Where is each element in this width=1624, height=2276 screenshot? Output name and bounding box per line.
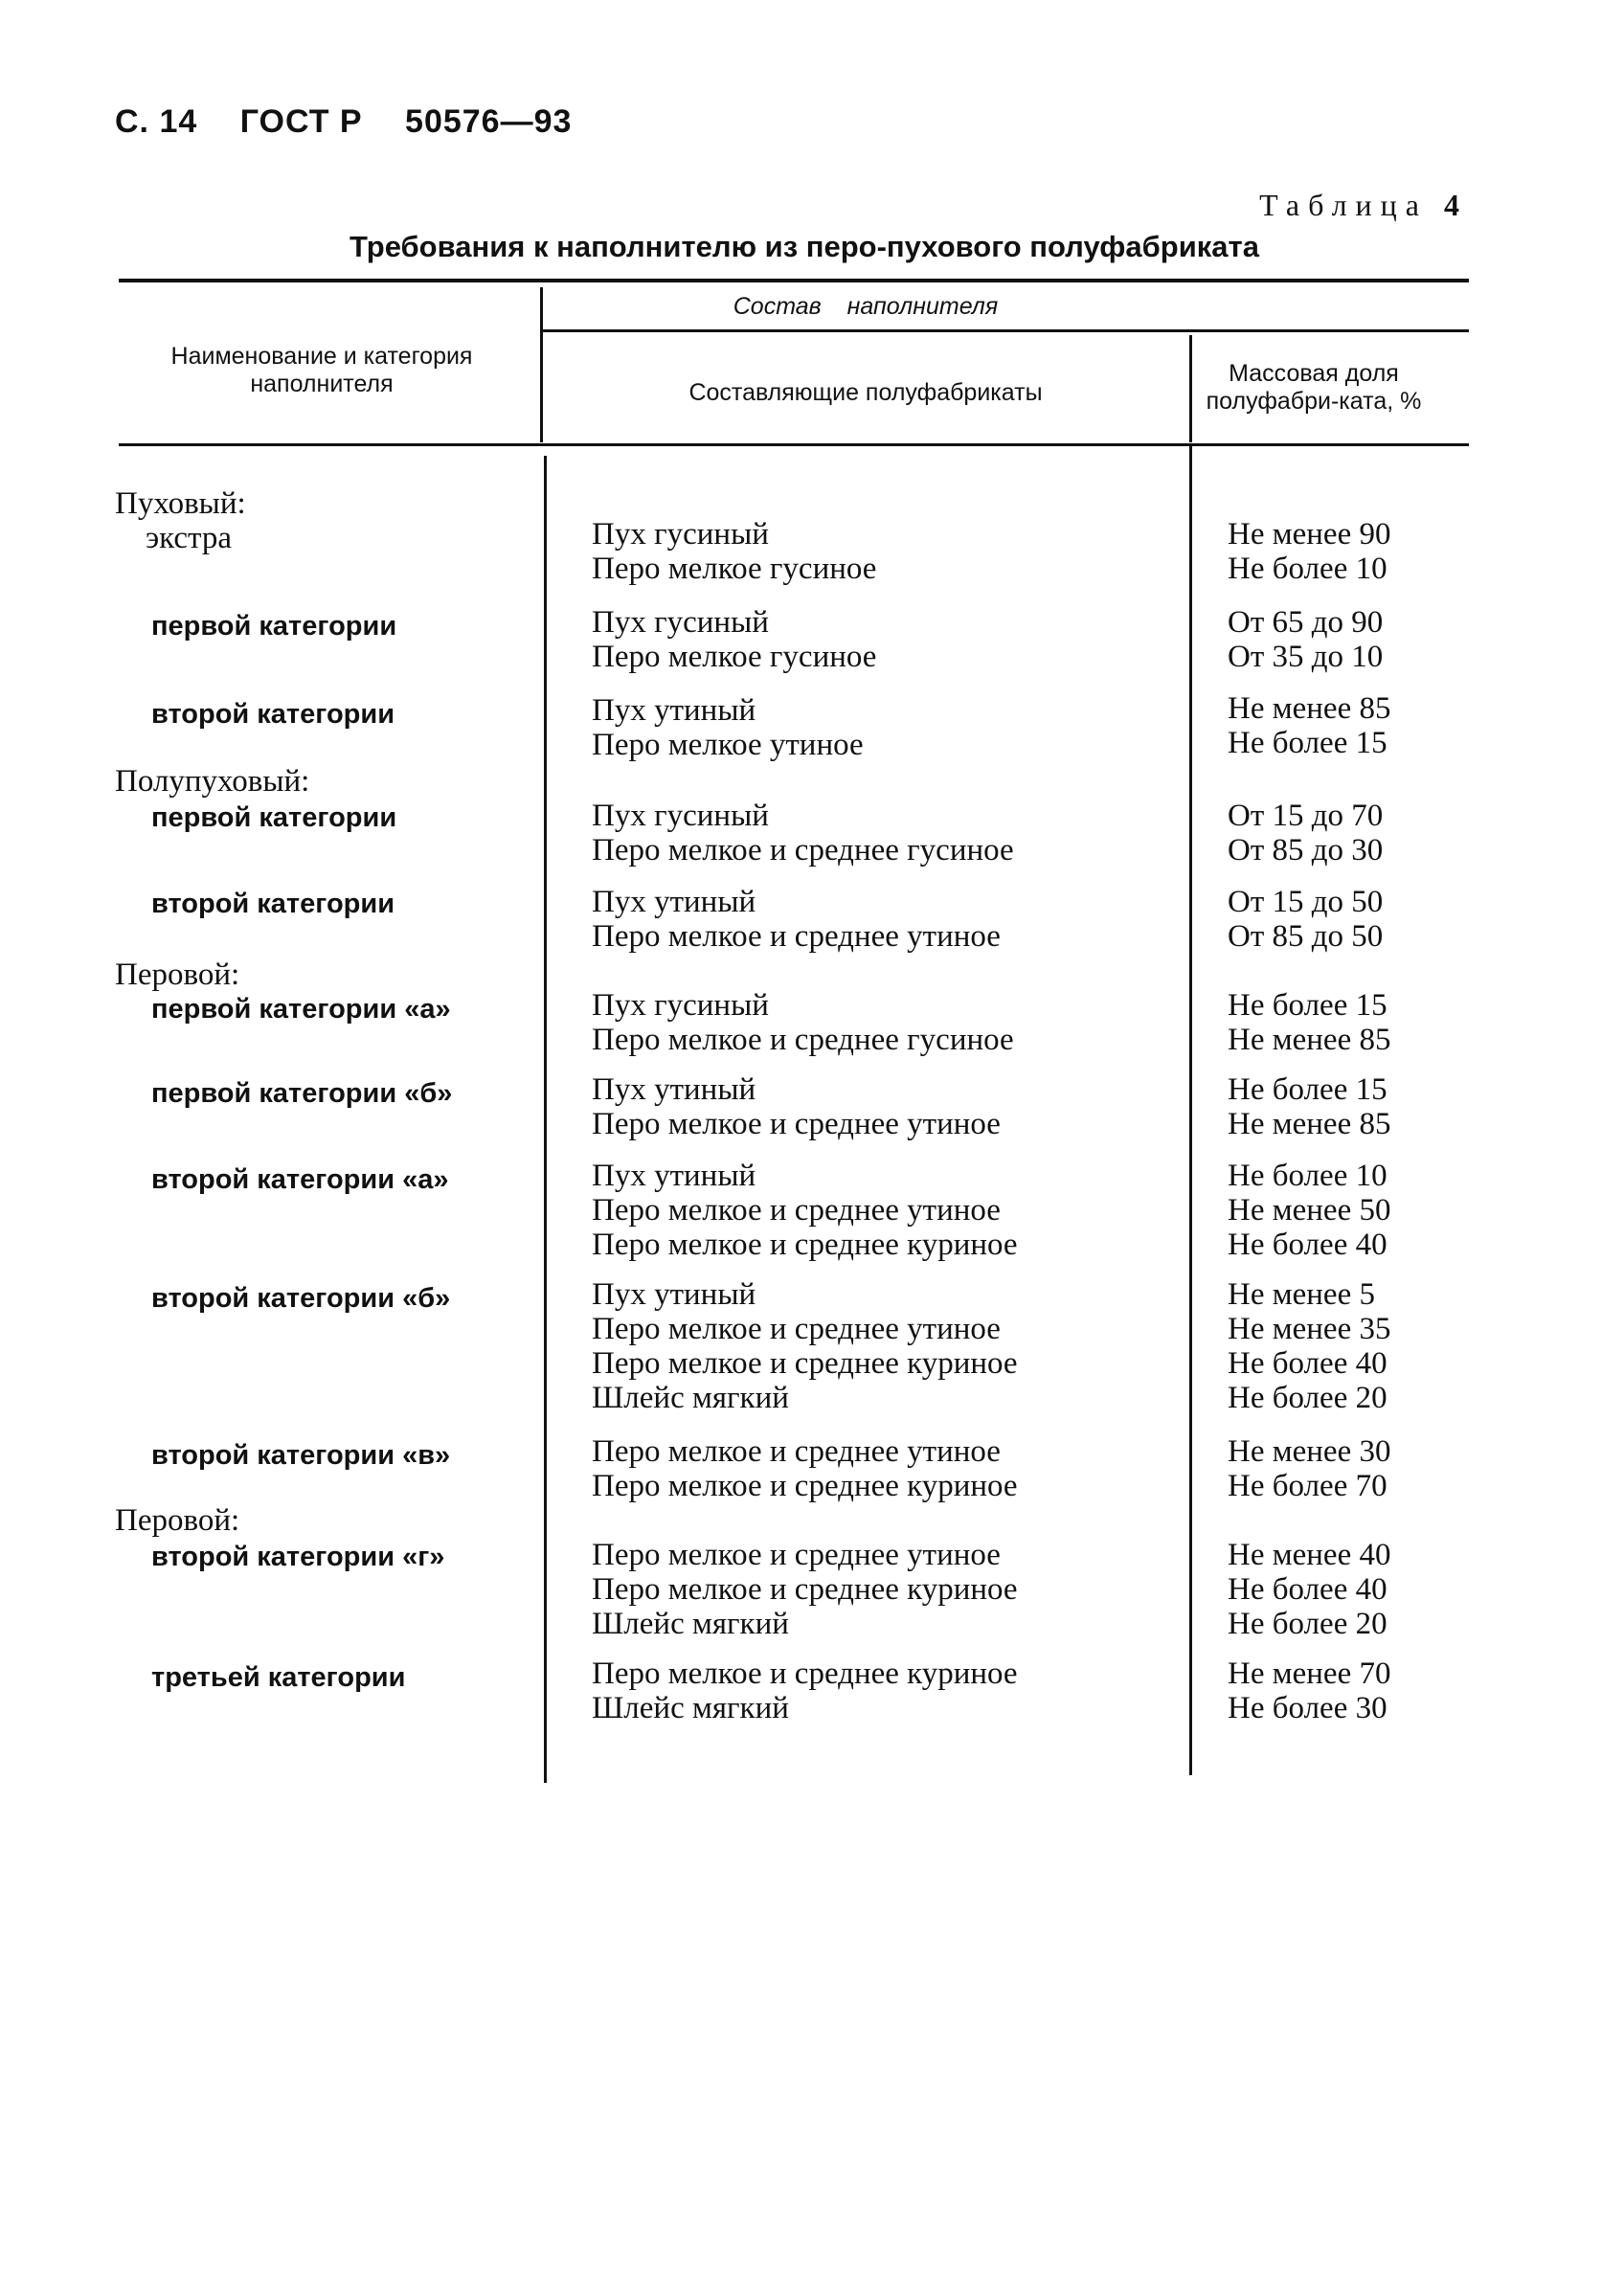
fraction-cell: Не более 40 [1228,1346,1387,1381]
fraction-cell: Не более 70 [1228,1469,1387,1503]
column-header-mass-fraction: Массовая доля полуфабри-ката, % [1206,360,1422,415]
table-label: Таблица [1259,188,1428,222]
fraction-cell: Не менее 40 [1228,1538,1391,1572]
fraction-cell: Не менее 90 [1228,517,1391,552]
row-category: третьей категории [151,1662,406,1693]
component-cell: Пух утиный [592,1072,756,1107]
fraction-cell: Не менее 85 [1228,1107,1391,1141]
fraction-cell: Не менее 70 [1228,1656,1391,1691]
row-category: второй категории [151,699,395,730]
table-number-label [1259,188,1459,223]
table-top-rule [119,279,1469,282]
component-cell: Перо мелкое гусиное [592,552,877,586]
fraction-cell: Не более 20 [1228,1381,1387,1415]
fraction-cell: От 15 до 50 [1228,885,1384,919]
group-label: Перовой: [115,958,240,992]
component-cell: Перо мелкое и среднее гусиное [592,833,1014,868]
component-cell: Перо мелкое и среднее куриное [592,1228,1018,1262]
fraction-cell: Не менее 30 [1228,1434,1391,1469]
fraction-cell: Не более 40 [1228,1572,1387,1607]
fraction-cell: Не более 10 [1228,552,1387,586]
component-cell: Перо мелкое и среднее куриное [592,1469,1018,1503]
page-number: С. 14 [115,103,198,140]
fraction-cell: Не более 15 [1228,1072,1387,1107]
fraction-cell: Не более 15 [1228,988,1387,1023]
group-label: Пуховый: [115,486,246,521]
fraction-cell: От 35 до 10 [1228,640,1384,674]
fraction-cell: Не более 10 [1228,1159,1387,1193]
fraction-cell: От 15 до 70 [1228,799,1384,833]
fraction-cell: Не менее 85 [1228,1023,1391,1057]
component-cell: Пух гусиный [592,799,769,833]
header-bottom-rule [119,443,1469,446]
row-category: второй категории «в» [151,1440,451,1471]
row-category: второй категории «а» [151,1164,449,1195]
fraction-cell: Не более 30 [1228,1691,1387,1725]
column-header-components: Составляющие полуфабрикаты [688,379,1043,406]
component-cell: Шлейс мягкий [592,1691,789,1725]
fraction-cell: От 65 до 90 [1228,605,1384,640]
row-category: второй категории [151,889,395,919]
component-cell: Шлейс мягкий [592,1607,789,1641]
component-cell: Перо мелкое и среднее утиное [592,919,1001,954]
fraction-cell: Не менее 5 [1228,1277,1375,1312]
composition-subheader-rule [542,329,1469,332]
component-cell: Перо мелкое и среднее утиное [592,1538,1001,1572]
row-category: первой категории [151,611,397,642]
component-cell: Перо мелкое и среднее утиное [592,1312,1001,1346]
running-header [115,103,604,141]
fraction-cell: Не менее 50 [1228,1193,1391,1228]
row-category: первой категории «а» [151,994,451,1025]
component-cell: Пух гусиный [592,605,769,640]
component-cell: Пух утиный [592,1159,756,1193]
component-cell: Пух гусиный [592,988,769,1023]
fraction-cell: Не более 40 [1228,1228,1387,1262]
fraction-cell: От 85 до 30 [1228,833,1384,868]
group-label: Перовой: [115,1503,240,1538]
component-cell: Перо мелкое и среднее утиное [592,1434,1001,1469]
component-cell: Шлейс мягкий [592,1381,789,1415]
table-number: 4 [1444,188,1459,222]
component-cell: Перо мелкое и среднее куриное [592,1572,1018,1607]
row-category: второй категории «б» [151,1283,451,1314]
standard-code: ГОСТ Р [239,103,363,140]
component-cell: Перо мелкое и среднее куриное [592,1656,1018,1691]
row-category: первой категории [151,802,397,833]
fraction-cell: Не более 15 [1228,726,1387,760]
component-cell: Перо мелкое гусиное [592,640,877,674]
row-category: экстра [146,521,232,555]
component-cell: Перо мелкое и среднее куриное [592,1346,1018,1381]
row-category: первой категории «б» [151,1078,453,1109]
row-category: второй категории «г» [151,1542,445,1572]
component-cell: Пух утиный [592,693,756,728]
fraction-cell: От 85 до 50 [1228,919,1384,954]
fraction-cell: Не менее 85 [1228,691,1391,726]
standard-number: 50576—93 [405,103,573,140]
body-divider-fraction [1189,446,1192,1775]
component-cell: Пух утиный [592,885,756,919]
component-cell: Перо мелкое и среднее утиное [592,1107,1001,1141]
column-header-composition: Состав наполнителя [733,293,999,320]
column-header-name: Наименование и категория наполнителя [170,343,473,397]
component-cell: Перо мелкое и среднее гусиное [592,1023,1014,1057]
component-cell: Пух утиный [592,1277,756,1312]
column-divider-fraction [1189,335,1192,442]
component-cell: Перо мелкое утиное [592,728,864,762]
body-divider-name [544,456,547,1783]
fraction-cell: Не более 20 [1228,1607,1387,1641]
component-cell: Пух гусиный [592,517,769,552]
table-title: Требования к наполнителю из перо-пухового полуфабриката [350,230,1259,263]
component-cell: Перо мелкое и среднее утиное [592,1193,1001,1228]
group-label: Полупуховый: [115,764,310,799]
fraction-cell: Не менее 35 [1228,1312,1391,1346]
